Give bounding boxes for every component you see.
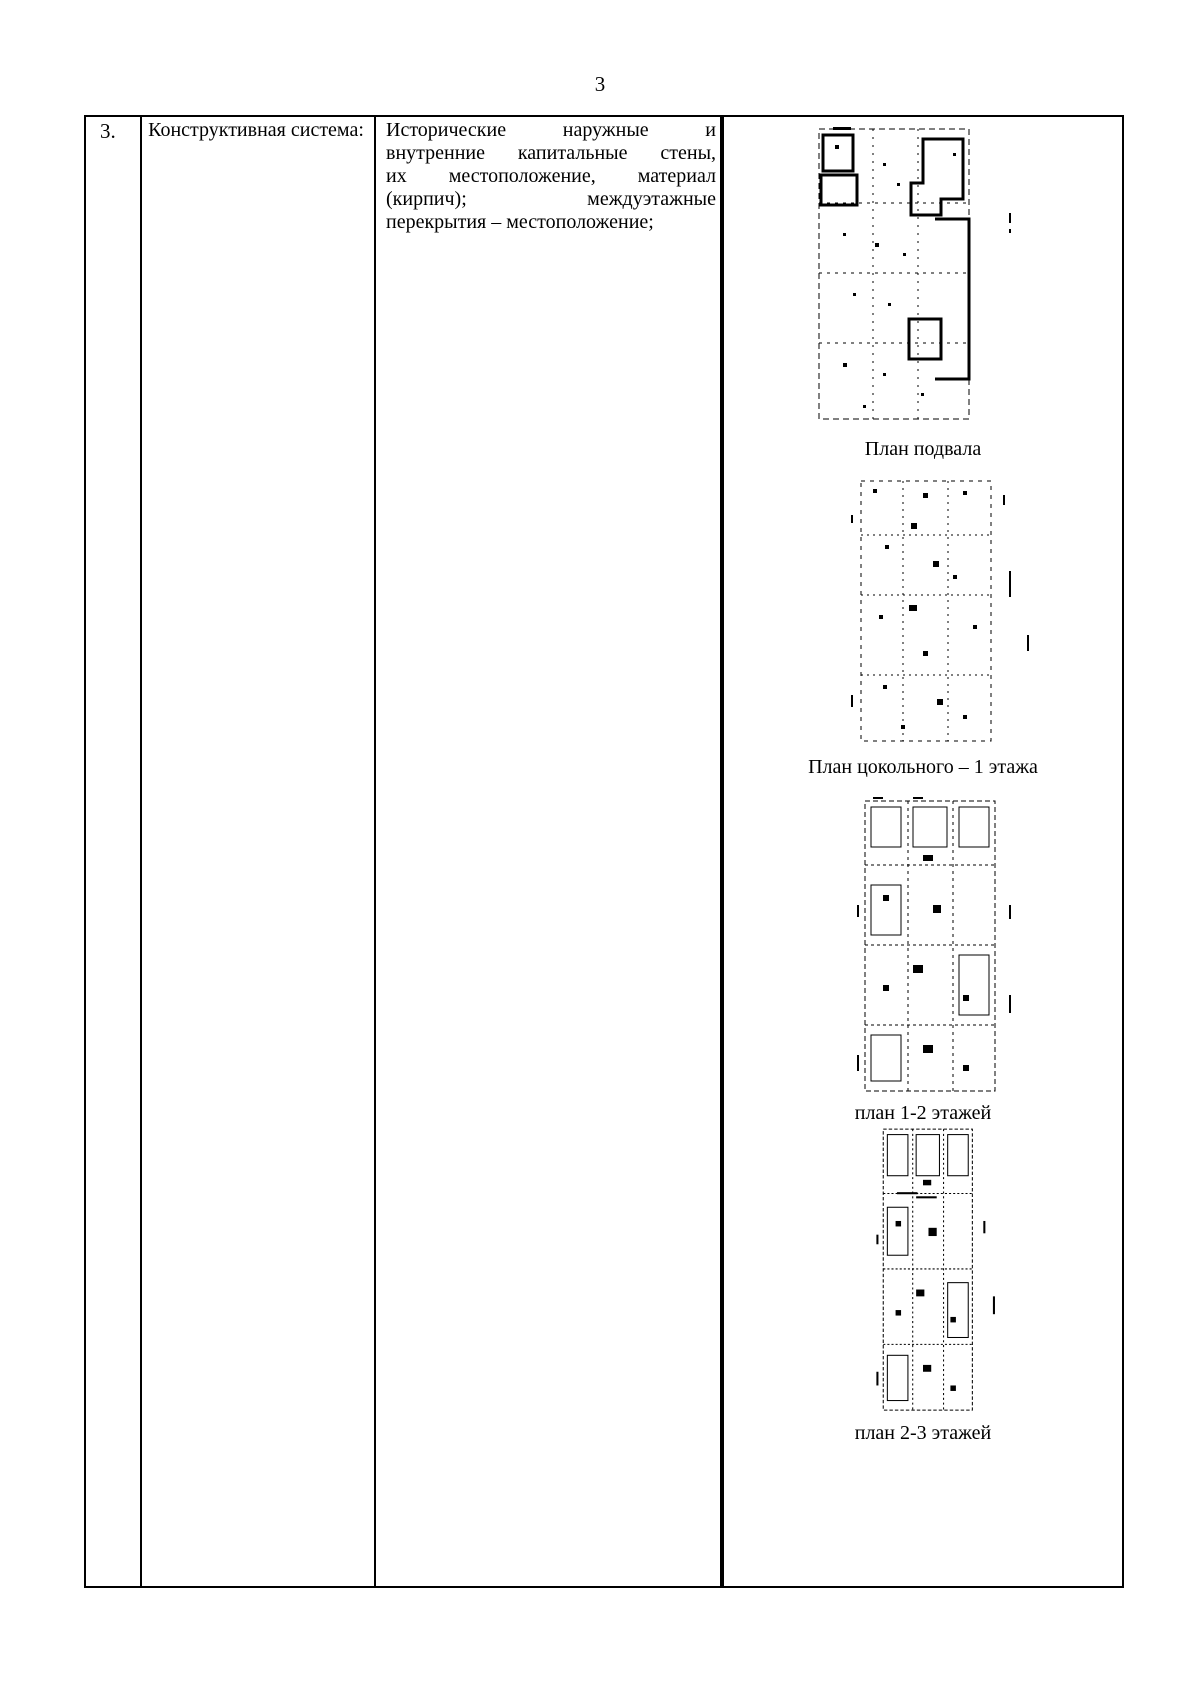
description-line: их местоположение, материал — [386, 165, 716, 187]
floors-2-3-plan-icon — [813, 1125, 1033, 1417]
plan-caption: план 2-3 этажей — [854, 1422, 992, 1444]
protected-subject-description — [386, 119, 716, 234]
floors-1-2-plan-icon — [813, 795, 1033, 1097]
description-line: перекрытия – местоположение; — [386, 211, 654, 233]
plan-block-basement — [722, 123, 1124, 461]
row-number: 3. — [100, 119, 116, 143]
basement-floor-plan-icon — [813, 123, 1033, 433]
plan-block-floors-1-2 — [722, 795, 1124, 1125]
page-number: 3 — [594, 72, 606, 96]
plan-caption: План цокольного – 1 этажа — [808, 756, 1038, 778]
ground-floor-plan-icon — [813, 475, 1033, 751]
description-line: (кирпич); междуэтажные — [386, 188, 716, 210]
structural-table — [84, 115, 1124, 1588]
plan-block-floors-2-3 — [722, 1125, 1124, 1445]
plan-caption: План подвала — [864, 438, 982, 460]
plan-block-ground-floor — [722, 475, 1124, 779]
description-line: Исторические наружные и — [386, 119, 716, 141]
description-line: внутренние капитальные стены, — [386, 142, 716, 164]
section-title: Конструктивная система: — [148, 119, 364, 141]
plan-caption: план 1-2 этажей — [854, 1102, 992, 1124]
